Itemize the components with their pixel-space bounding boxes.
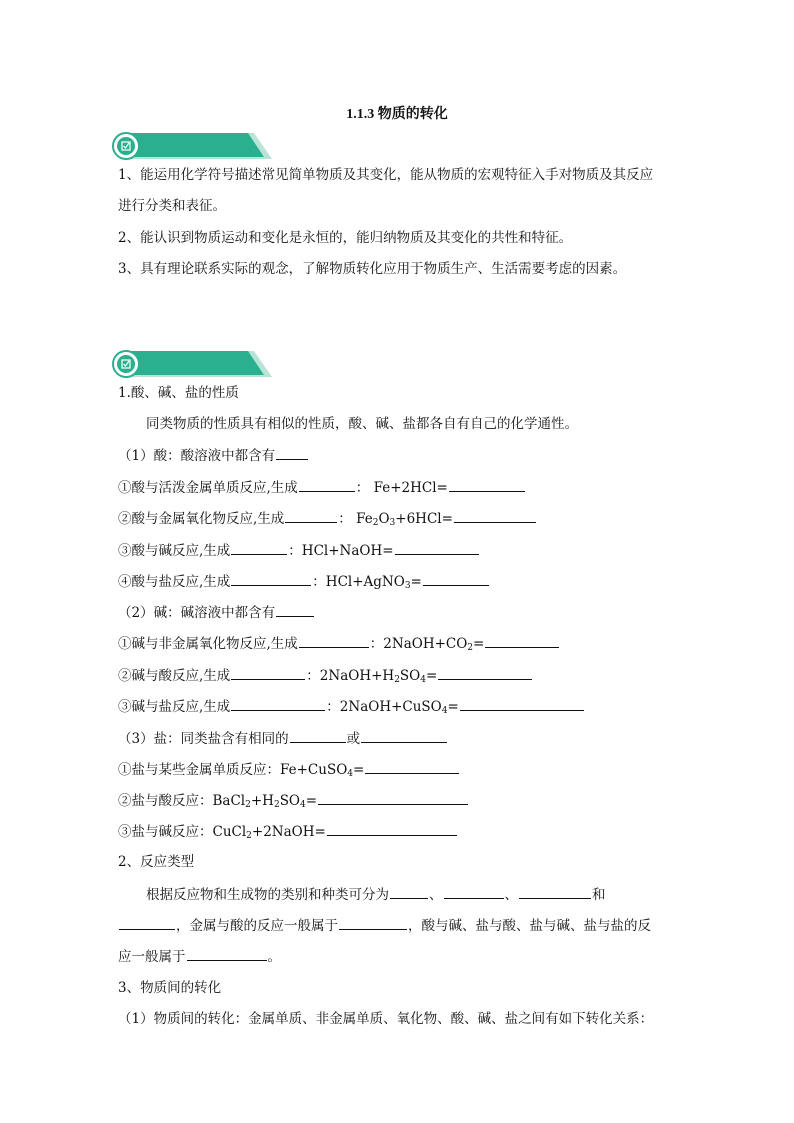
answer-blank[interactable] [231,697,325,711]
answer-blank[interactable] [276,603,314,617]
objective-line: 2、能认识到物质运动和变化是永恒的，能归纳物质及其变化的共性和特征。 [118,230,573,246]
section2-para-line-3: 应一般属于 。 [118,949,281,965]
objective-line: 进行分类和表征。 [118,198,226,214]
answer-blank[interactable] [460,697,584,711]
objective-line: 3、具有理论联系实际的观念，了解物质转化应用于物质生产、生活需要考虑的因素。 [118,261,627,277]
section-banner-knowledge [112,348,274,380]
section3-heading: 3、物质间的转化 [118,980,222,996]
section-banner-objectives [112,130,274,162]
answer-blank[interactable] [119,916,175,930]
answer-blank[interactable] [285,509,337,523]
salt-heading: （3）盐：同类盐含有相同的 或 [118,729,448,748]
acid-line-4: ④酸与盐反应,生成 ：HCl+AgNO$_3$= [118,572,490,591]
section1-heading: 1.酸、碱、盐的性质 [118,385,239,401]
acid-line-3: ③酸与碱反应,生成 ：HCl+NaOH= [118,541,480,560]
answer-blank[interactable] [361,729,447,743]
answer-blank[interactable] [454,509,536,523]
page-title: 1.1.3 物质的转化 [346,107,448,122]
answer-blank[interactable] [231,666,305,680]
base-line-2: ②碱与酸反应,生成 ：$2NaOH+H_2SO_4=$ [118,666,533,685]
answer-blank[interactable] [438,666,532,680]
section3-para: （1）物质间的转化：金属单质、非金属单质、氧化物、酸、碱、盐之间有如下转化关系： [118,1011,654,1027]
section2-para-line-1: 根据反应物和生成物的类别和种类可分为 、 、 和 [146,887,606,903]
answer-blank[interactable] [423,572,489,586]
answer-blank[interactable] [299,634,369,648]
answer-blank[interactable] [395,541,479,555]
answer-blank[interactable] [231,541,287,555]
salt-line-1: ①盐与某些金属单质反应：Fe+CuSO$_4$= [118,760,460,779]
answer-blank[interactable] [290,729,346,743]
acid-line-2: ②酸与金属氧化物反应,生成 ： $Fe_2O_3+6HCl=$ [118,509,537,528]
answer-blank[interactable] [187,947,267,961]
answer-blank[interactable] [519,885,591,899]
section1-intro: 同类物质的性质具有相似的性质，酸、碱、盐都各自有自己的化学通性。 [146,416,578,432]
answer-blank[interactable] [318,791,468,805]
answer-blank[interactable] [365,760,459,774]
objective-line: 1、能运用化学符号描述常见简单物质及其变化，能从物质的宏观特征入手对物质及其反应 [118,167,654,183]
answer-blank[interactable] [444,885,504,899]
acid-line-1: ①酸与活泼金属单质反应,生成 ： Fe+2HCl= [118,478,526,497]
answer-blank[interactable] [390,885,428,899]
answer-blank[interactable] [485,634,559,648]
answer-blank[interactable] [449,478,525,492]
answer-blank[interactable] [276,446,308,460]
answer-blank[interactable] [231,572,311,586]
base-line-3: ③碱与盐反应,生成 ：2NaOH+CuSO$_4$= [118,697,585,716]
acid-heading: （1）酸：酸溶液中都含有 [118,446,309,465]
section2-heading: 2、反应类型 [118,854,195,870]
salt-line-2: ②盐与酸反应：$BaCl_2+H_2SO_4=$ [118,791,469,810]
answer-blank[interactable] [327,822,457,836]
section2-para-line-2: ，金属与酸的反应一般属于 ，酸与碱、盐与酸、盐与碱、盐与盐的反 [118,916,651,935]
base-heading: （2）碱：碱溶液中都含有 [118,603,315,622]
salt-line-3: ③盐与碱反应：CuCl$_2$+2NaOH= [118,822,458,841]
answer-blank[interactable] [339,916,407,930]
base-line-1: ①碱与非金属氧化物反应,生成 ：$2NaOH+CO_2=$ [118,634,560,653]
answer-blank[interactable] [299,478,355,492]
